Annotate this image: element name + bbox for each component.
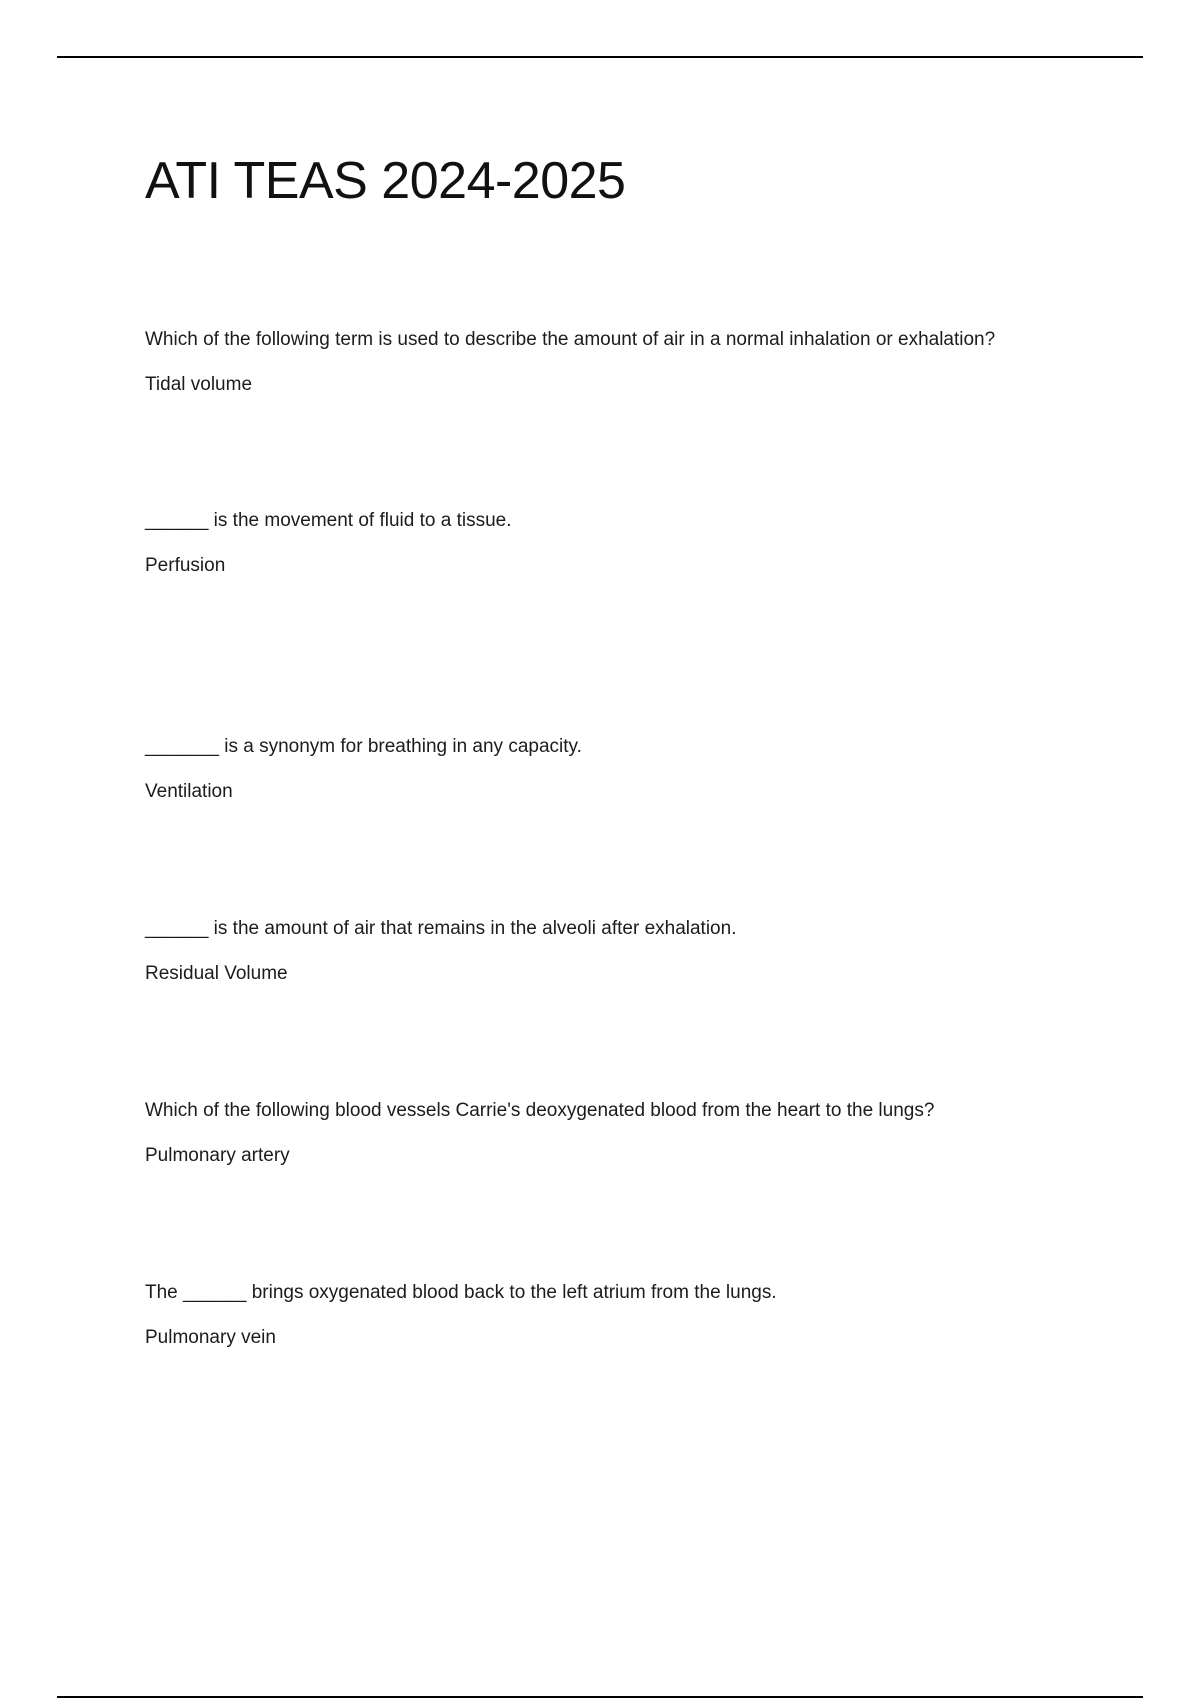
qa-item xyxy=(145,508,1145,579)
answer-text: Residual Volume xyxy=(145,963,288,984)
qa-item xyxy=(145,734,1145,805)
question-text: Which of the following blood vessels Carrie's deoxygenated blood from the heart to the lungs? xyxy=(145,1100,935,1121)
qa-item xyxy=(145,916,1145,987)
qa-item xyxy=(145,1280,1145,1351)
question-text: Which of the following term is used to describe the amount of air in a normal inhalation or exhalation? xyxy=(145,329,996,350)
answer-text: Ventilation xyxy=(145,781,233,802)
answer-text: Tidal volume xyxy=(145,374,253,395)
question-text: ______ is the movement of fluid to a tissue. xyxy=(145,510,512,531)
question-text: _______ is a synonym for breathing in any capacity. xyxy=(145,736,582,757)
answer-text: Pulmonary vein xyxy=(145,1327,276,1348)
footer-rule xyxy=(57,1696,1143,1698)
page-title: ATI TEAS 2024-2025 xyxy=(145,152,626,210)
header-rule xyxy=(57,56,1143,58)
answer-text: Perfusion xyxy=(145,555,226,576)
answer-text: Pulmonary artery xyxy=(145,1145,290,1166)
question-text: ______ is the amount of air that remains in the alveoli after exhalation. xyxy=(145,918,737,939)
question-text: The ______ brings oxygenated blood back to the left atrium from the lungs. xyxy=(145,1282,777,1303)
qa-item xyxy=(145,1098,1145,1169)
qa-item xyxy=(145,327,1145,398)
